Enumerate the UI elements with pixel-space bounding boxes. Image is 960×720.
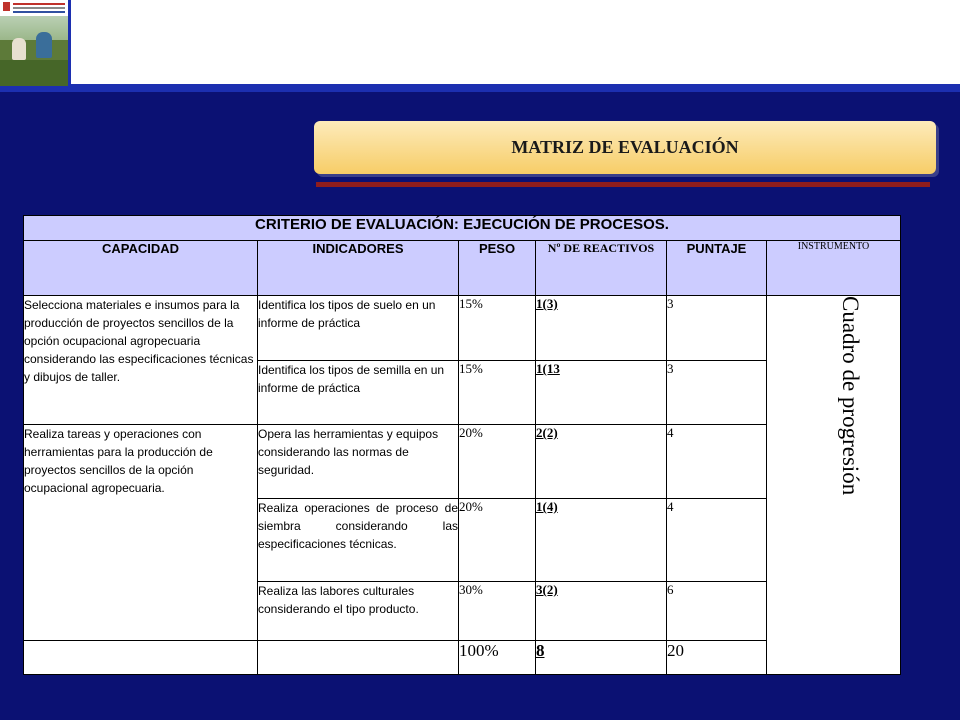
reactivos-cell: 3(2) bbox=[536, 582, 667, 641]
total-puntaje: 20 bbox=[667, 641, 767, 675]
indicador-cell: Identifica los tipos de suelo en un informe de práctica bbox=[258, 296, 459, 361]
table-row bbox=[24, 296, 901, 361]
title-underline bbox=[316, 182, 930, 187]
empty-cell bbox=[258, 641, 459, 675]
puntaje-cell: 6 bbox=[667, 582, 767, 641]
total-reactivos: 8 bbox=[536, 641, 667, 675]
capacidad-cell: Realiza tareas y operaciones con herramientas para la producción de proyectos sencillos de la opción ocupacional agropecuaria. bbox=[24, 425, 258, 641]
criterion-row bbox=[24, 216, 901, 241]
instrumento-cell bbox=[767, 296, 901, 675]
evaluation-matrix-table bbox=[23, 215, 901, 675]
puntaje-cell: 3 bbox=[667, 361, 767, 425]
header-divider bbox=[0, 84, 960, 92]
total-peso: 100% bbox=[459, 641, 536, 675]
header-indicadores: INDICADORES bbox=[258, 241, 459, 296]
peso-cell: 15% bbox=[459, 296, 536, 361]
crest-icon bbox=[3, 2, 10, 11]
ministry-logo bbox=[0, 0, 68, 86]
puntaje-cell: 4 bbox=[667, 499, 767, 582]
header-band bbox=[0, 0, 960, 84]
peso-cell: 15% bbox=[459, 361, 536, 425]
reactivos-cell: 1(4) bbox=[536, 499, 667, 582]
indicador-cell: Realiza operaciones de proceso de siembra considerando las especificaciones técnicas. bbox=[258, 499, 459, 582]
column-header-row bbox=[24, 241, 901, 296]
header-instrumento: INSTRUMENTO bbox=[767, 241, 901, 296]
criterion-heading: CRITERIO DE EVALUACIÓN: EJECUCIÓN DE PROCESOS. bbox=[24, 216, 901, 241]
indicador-cell: Identifica los tipos de semilla en un informe de práctica bbox=[258, 361, 459, 425]
instrumento-label: Cuadro de progresión bbox=[838, 296, 863, 496]
peso-cell: 20% bbox=[459, 499, 536, 582]
empty-cell bbox=[24, 641, 258, 675]
header-reactivos: Nº DE REACTIVOS bbox=[536, 241, 667, 296]
header-capacidad: CAPACIDAD bbox=[24, 241, 258, 296]
indicador-cell: Realiza las labores culturales considerando el tipo producto. bbox=[258, 582, 459, 641]
capacidad-cell: Selecciona materiales e insumos para la producción de proyectos sencillos de la opción ocupacional agropecuaria considerando las especificaciones técnicas y dibujos de taller. bbox=[24, 296, 258, 425]
reactivos-cell: 1(3) bbox=[536, 296, 667, 361]
header-edge bbox=[68, 0, 71, 88]
header-puntaje: PUNTAJE bbox=[667, 241, 767, 296]
peso-cell: 20% bbox=[459, 425, 536, 499]
reactivos-cell: 2(2) bbox=[536, 425, 667, 499]
reactivos-cell: 1(13 bbox=[536, 361, 667, 425]
header-peso: PESO bbox=[459, 241, 536, 296]
puntaje-cell: 4 bbox=[667, 425, 767, 499]
page-title: MATRIZ DE EVALUACIÓN bbox=[314, 121, 936, 174]
indicador-cell: Opera las herramientas y equipos considerando las normas de seguridad. bbox=[258, 425, 459, 499]
peso-cell: 30% bbox=[459, 582, 536, 641]
puntaje-cell: 3 bbox=[667, 296, 767, 361]
